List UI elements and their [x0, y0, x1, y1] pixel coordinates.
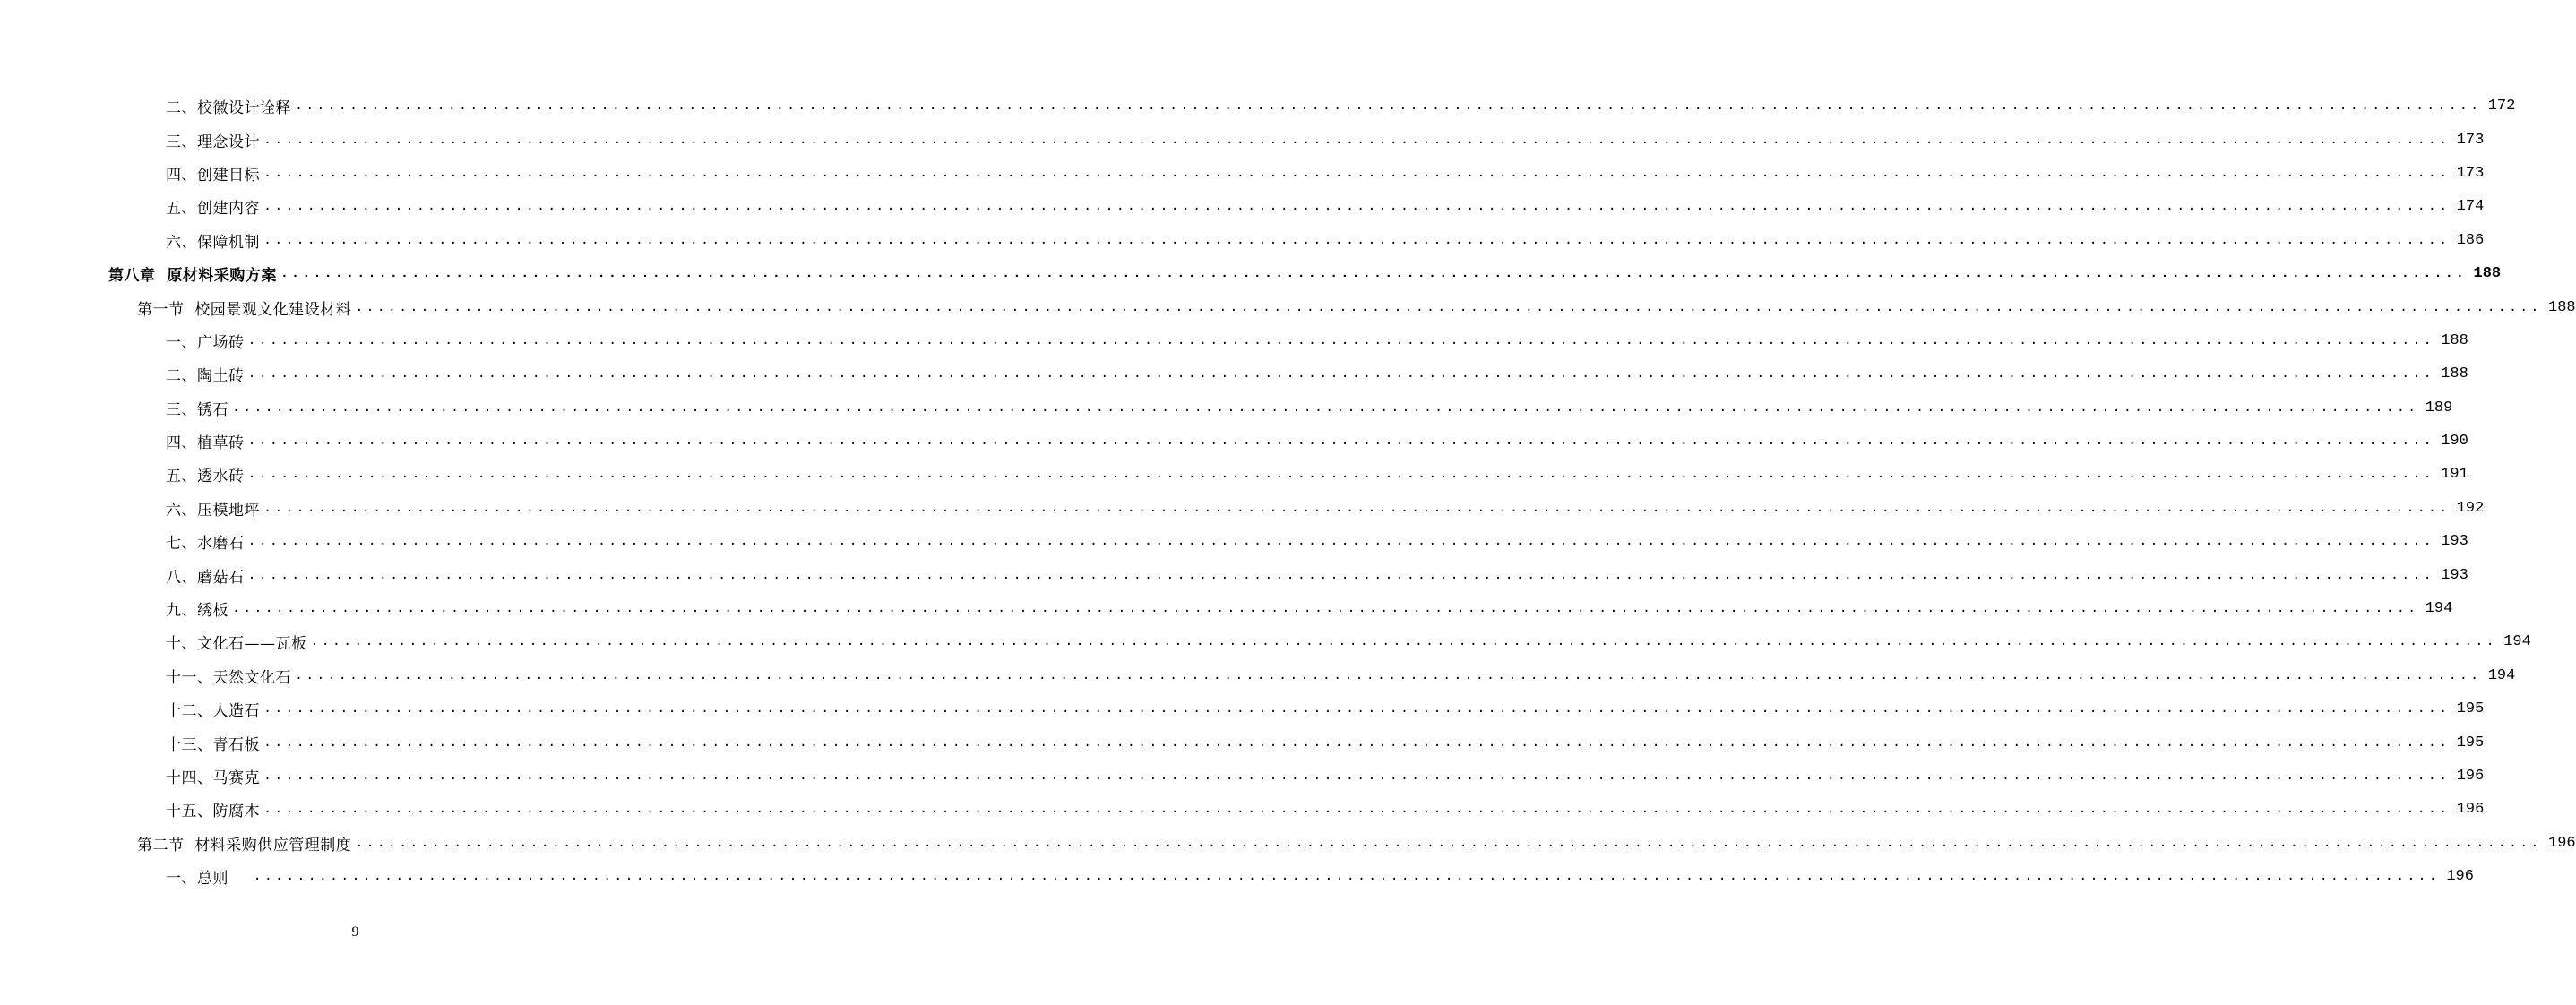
toc-entry-page: 196: [2456, 801, 2485, 819]
toc-entry-title: 六、压模地坪: [166, 501, 260, 520]
toc-entry-page: 194: [2503, 633, 2531, 651]
toc-dot-leader: ........................................................................................................................................................................................................: [247, 434, 2434, 450]
toc-entry-page: 188: [2548, 298, 2576, 316]
toc-chapter-entry[interactable]: [0, 257, 2502, 290]
toc-item-entry[interactable]: [0, 760, 2485, 793]
toc-dot-leader: ........................................................................................................................................................................................................: [295, 99, 2482, 115]
toc-entry-title: 四、创建目标: [166, 166, 260, 185]
toc-item-entry[interactable]: [0, 224, 2485, 257]
toc-item-entry[interactable]: [0, 492, 2485, 525]
toc-section-entry[interactable]: [0, 290, 2576, 323]
toc-entry-title: 第一节 校园景观文化建设材料: [137, 300, 352, 319]
toc-item-entry[interactable]: [0, 357, 2468, 391]
toc-item-entry[interactable]: [0, 525, 2468, 558]
toc-entry-title: 十五、防腐木: [166, 803, 260, 821]
toc-item-entry[interactable]: [0, 625, 2531, 658]
toc-entry-page: 173: [2456, 164, 2485, 182]
toc-entry-page: 195: [2456, 734, 2485, 752]
toc-entry-page: 195: [2456, 700, 2485, 718]
toc-dot-leader: ........................................................................................................................................................................................................: [295, 667, 2482, 683]
toc-dot-leader: ........................................................................................................................................................................................................: [247, 332, 2434, 348]
toc-entry-title: 二、陶土砖: [166, 367, 245, 386]
toc-entry-title: 三、理念设计: [166, 133, 260, 151]
toc-item-entry[interactable]: [0, 558, 2468, 591]
toc-entry-page: 194: [2487, 666, 2516, 684]
toc-item-entry[interactable]: [0, 692, 2485, 726]
toc-entry-title: 第八章 原材料采购方案: [108, 267, 277, 286]
toc-entry-title: 十二、人造石: [166, 702, 260, 721]
toc-entry-title: 六、保障机制: [166, 233, 260, 252]
toc-item-entry[interactable]: [0, 592, 2453, 625]
toc-dot-leader: ........................................................................................................................................................................................................: [232, 601, 2419, 617]
toc-dot-leader: ........................................................................................................................................................................................................: [263, 802, 2451, 818]
toc-item-entry[interactable]: [0, 190, 2485, 223]
page-number: 9: [351, 924, 359, 940]
toc-entry-title: 十、文化石——瓦板: [166, 635, 307, 654]
toc-dot-leader: ........................................................................................................................................................................................................: [310, 634, 2497, 650]
toc-entry-page: 193: [2441, 533, 2468, 551]
toc-dot-leader: ........................................................................................................................................................................................................: [263, 199, 2451, 215]
toc-entry-title: 二、校徽设计诠释: [166, 99, 291, 118]
toc-entry-page: 196: [2548, 834, 2576, 852]
toc-item-entry[interactable]: [0, 793, 2485, 826]
toc-dot-leader: ........................................................................................................................................................................................................: [232, 399, 2419, 416]
toc-dot-leader: ........................................................................................................................................................................................................: [280, 266, 2468, 282]
toc-item-entry[interactable]: [0, 391, 2453, 425]
toc-dot-leader: ........................................................................................................................................................................................................: [247, 534, 2434, 550]
toc-item-entry[interactable]: [0, 90, 2516, 123]
toc-section-entry[interactable]: [0, 827, 2576, 860]
toc-item-entry[interactable]: [0, 123, 2485, 156]
toc-entry-page: 188: [2441, 365, 2468, 383]
toc-entry-page: 172: [2487, 98, 2516, 116]
toc-entry-title: 第二节 材料采购供应管理制度: [137, 836, 352, 855]
toc-entry-title: 一、广场砖: [166, 333, 245, 352]
toc-dot-leader: ........................................................................................................................................................................................................: [247, 567, 2434, 583]
toc-dot-leader: ........................................................................................................................................................................................................: [263, 165, 2451, 181]
toc-item-entry[interactable]: [0, 726, 2485, 759]
toc-dot-leader: ........................................................................................................................................................................................................: [263, 132, 2451, 148]
toc-entry-page: 186: [2456, 231, 2485, 249]
toc-entry-page: 191: [2441, 466, 2468, 484]
toc-entry-page: 193: [2441, 566, 2468, 584]
toc-dot-leader: ........................................................................................................................................................................................................: [247, 366, 2434, 382]
toc-entry-title: 四、植草砖: [166, 434, 245, 453]
toc-dot-leader: ........................................................................................................................................................................................................: [263, 769, 2451, 784]
toc-entry-title: 一、总则: [166, 870, 250, 889]
toc-entry-page: 194: [2425, 600, 2453, 618]
toc-entry-page: 188: [2473, 265, 2502, 283]
toc-item-entry[interactable]: [0, 324, 2468, 357]
table-of-contents: [0, 90, 2576, 893]
toc-entry-page: 192: [2456, 499, 2485, 517]
toc-entry-page: 174: [2456, 198, 2485, 216]
toc-item-entry[interactable]: [0, 458, 2468, 491]
toc-entry-title: 九、绣板: [166, 602, 228, 621]
toc-dot-leader: ........................................................................................................................................................................................................: [247, 467, 2434, 483]
toc-entry-title: 十一、天然文化石: [166, 668, 291, 687]
toc-item-entry[interactable]: [0, 157, 2485, 190]
toc-entry-title: 八、蘑菇石: [166, 568, 245, 587]
toc-entry-title: 十四、马赛克: [166, 769, 260, 787]
toc-item-entry[interactable]: [0, 659, 2516, 692]
toc-entry-title: 五、创建内容: [166, 200, 260, 219]
toc-entry-page: 189: [2425, 399, 2453, 417]
toc-item-entry[interactable]: [0, 425, 2468, 458]
toc-entry-title: 十三、青石板: [166, 735, 260, 754]
toc-item-entry[interactable]: [0, 860, 2474, 893]
toc-dot-leader: ........................................................................................................................................................................................................: [355, 299, 2542, 315]
toc-entry-page: 196: [2446, 868, 2474, 886]
toc-dot-leader: ........................................................................................................................................................................................................: [263, 500, 2451, 516]
toc-dot-leader: ........................................................................................................................................................................................................: [355, 835, 2542, 851]
toc-entry-title: 三、锈石: [166, 400, 228, 419]
toc-dot-leader: ........................................................................................................................................................................................................: [253, 869, 2440, 885]
toc-entry-title: 五、透水砖: [166, 468, 245, 486]
toc-dot-leader: ........................................................................................................................................................................................................: [263, 701, 2451, 717]
toc-entry-page: 188: [2441, 331, 2468, 349]
toc-entry-page: 190: [2441, 433, 2468, 451]
toc-entry-page: 196: [2456, 768, 2485, 785]
toc-entry-page: 173: [2456, 131, 2485, 149]
toc-entry-title: 七、水磨石: [166, 535, 245, 554]
toc-dot-leader: ........................................................................................................................................................................................................: [263, 232, 2451, 248]
toc-dot-leader: ........................................................................................................................................................................................................: [263, 734, 2451, 751]
